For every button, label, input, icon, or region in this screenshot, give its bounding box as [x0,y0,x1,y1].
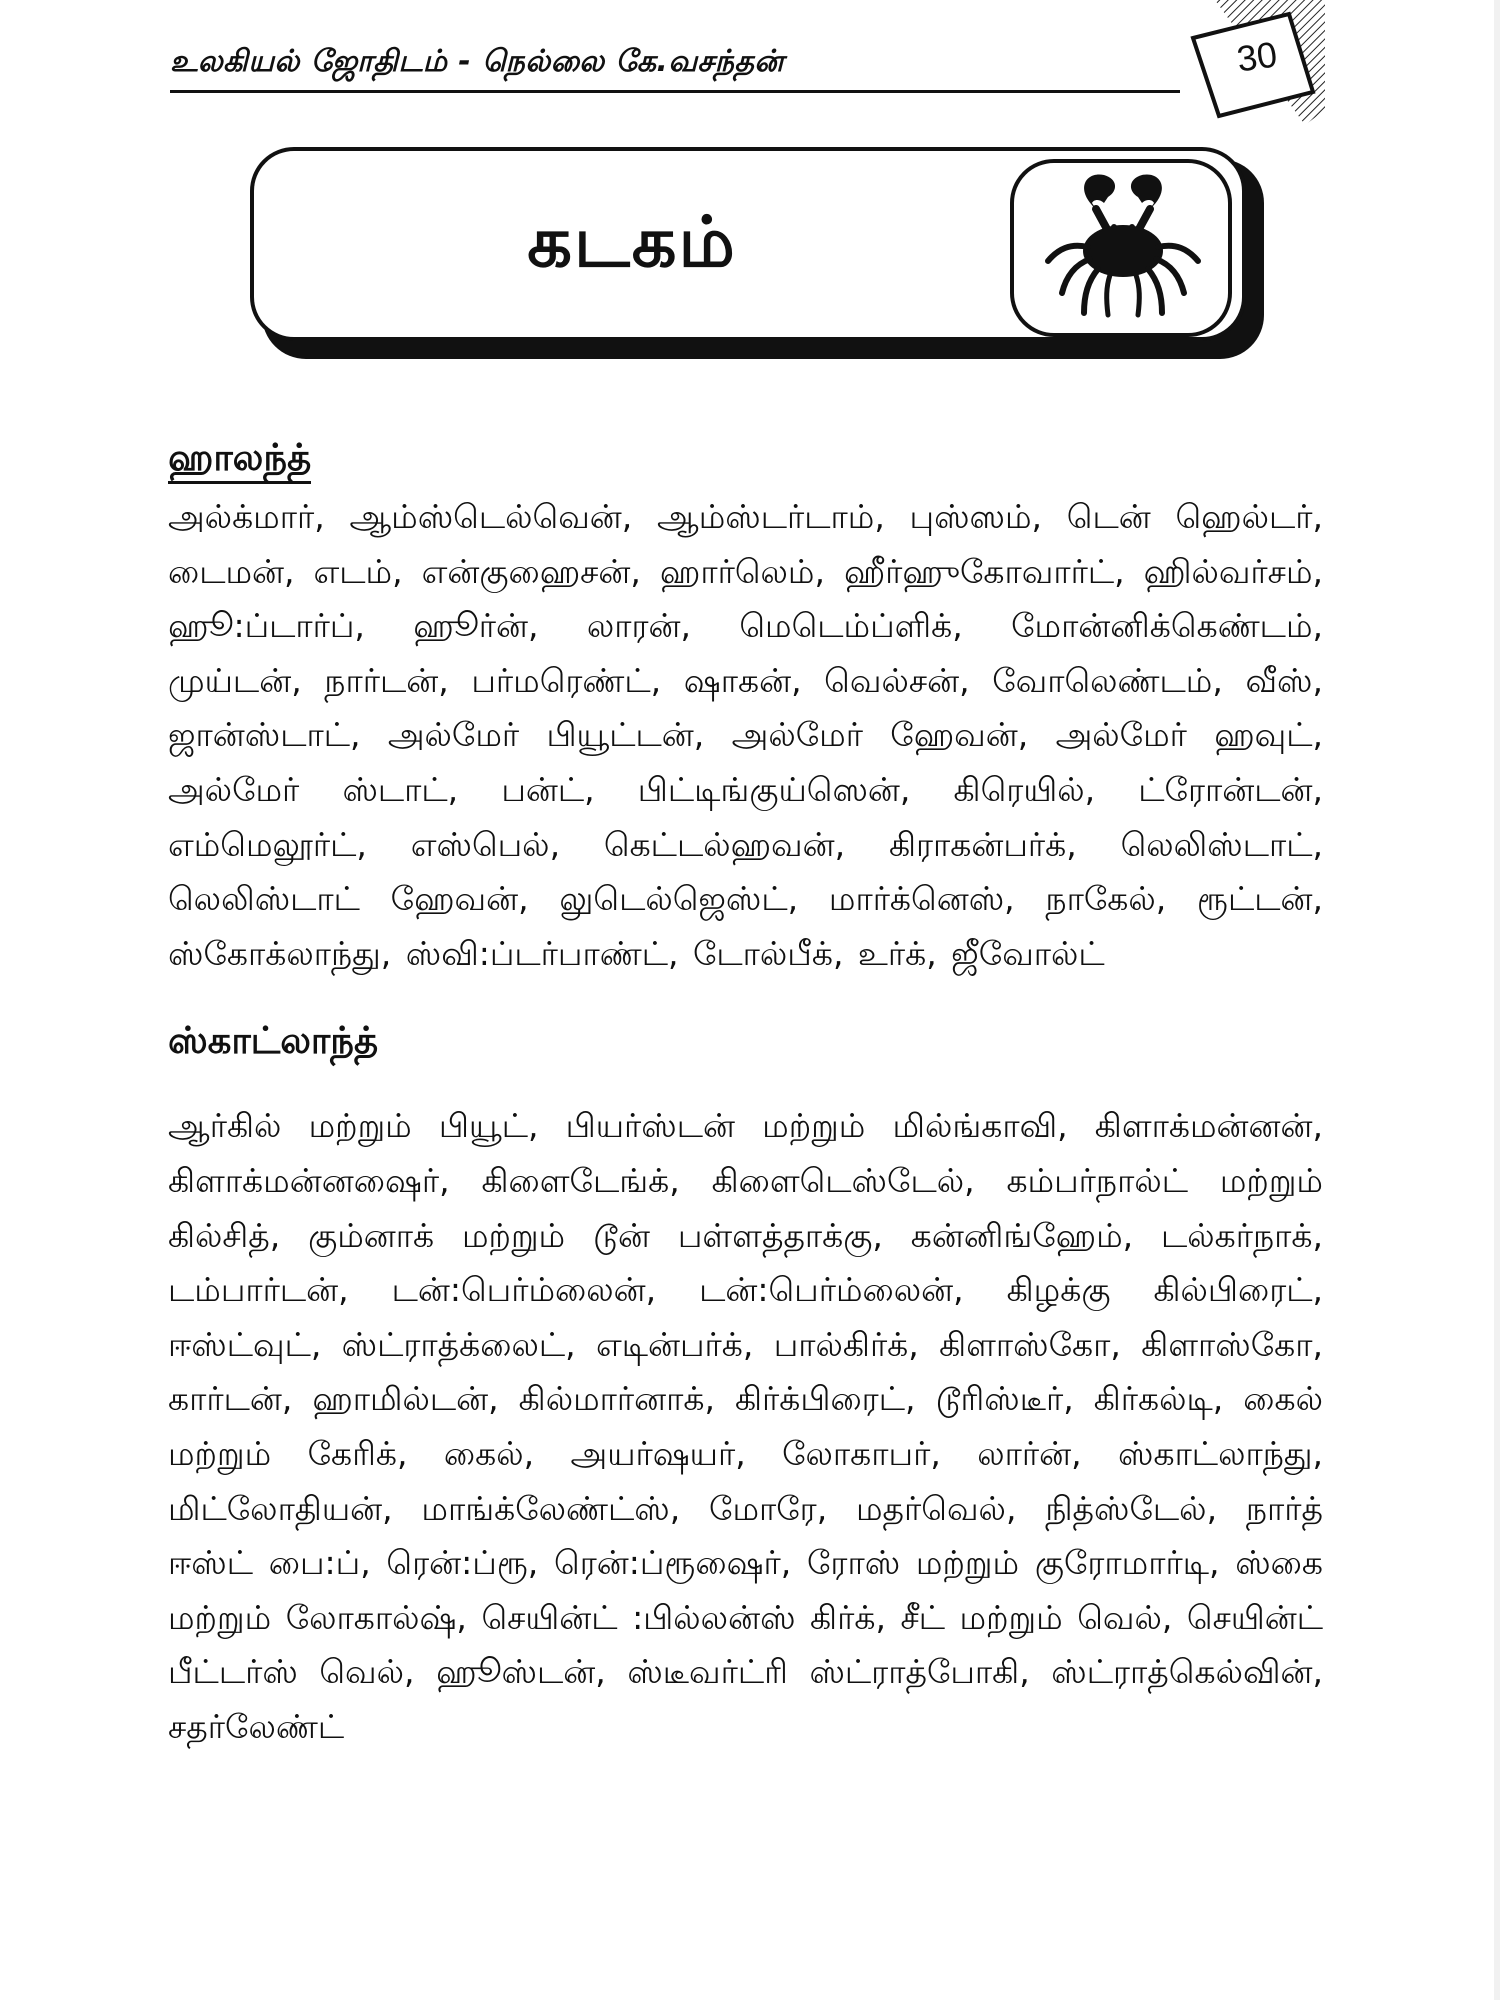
crab-icon [1034,169,1212,329]
page-edge [1494,0,1500,2000]
running-title: உலகியல் ஜோதிடம் - நெல்லை கே.வசந்தன் [170,44,785,79]
banner-box [250,147,1246,341]
section-body-holland: அல்க்மார், ஆம்ஸ்டெல்வென், ஆம்ஸ்டர்டாம், புஸ்ஸம், டென் ஹெல்டர், டைமன், எடம், என்குஹைசன், ஹார்லெம், ஹீர்ஹுகோவார்ட், ஹில்வர்சம், ஹூ:ப்டார்ப், ஹூர்ன், லாரன், மெடெம்ப்ளிக், மோன்னிக்கெண்டம், முய்டன், நார்டன், பர்மரெண்ட், ஷாகன், வெல்சன், வோலெண்டம், வீஸ், ஜான்ஸ்டாட், அல்மேர் பியூட்டன், அல்மேர் ஹேவன், அல்மேர் ஹவுட், அல்மேர் ஸ்டாட், பன்ட், பிட்டிங்குய்ஸென், கிரெயில், ட்ரோன்டன், எம்மெலூர்ட், எஸ்பெல், கெட்டல்ஹவன், கிராகன்பர்க், லெலிஸ்டாட், லெலிஸ்டாட் ஹேவன், லுடெல்ஜெஸ்ட், மார்க்னெஸ், நாகேல், ரூட்டன், ஸ்கோக்லாந்து, ஸ்வி:ப்டர்பாண்ட், டோல்பீக், உர்க், ஜீவோல்ட் [168,497,1323,973]
sign-banner [250,147,1270,365]
running-header [170,38,1180,98]
header-rule [170,90,1180,93]
page-number: 30 [1234,33,1280,80]
content [168,430,1323,1754]
section-heading-holland [168,430,1323,486]
sign-title: கடகம் [527,201,737,283]
section-body-scotland: ஆர்கில் மற்றும் பியூட், பியர்ஸ்டன் மற்றும் மில்ங்காவி, கிளாக்மன்னன், கிளாக்மன்னஷைர், கிளைடேங்க், கிளைடெஸ்டேல், கம்பர்நால்ட் மற்றும் கில்சித், கும்னாக் மற்றும் டூன் பள்ளத்தாக்கு, கன்னிங்ஹேம், டல்கர்நாக், டம்பார்டன், டன்:பெர்ம்லைன், டன்:பெர்ம்லைன், கிழக்கு கில்பிரைட், ஈஸ்ட்வுட், ஸ்ட்ராத்க்லைட், எடின்பர்க், பால்கிர்க், கிளாஸ்கோ, கிளாஸ்கோ, கார்டன், ஹாமில்டன், கில்மார்னாக், கிர்க்பிரைட், டூரிஸ்டீர், கிர்கல்டி, கைல் மற்றும் கேரிக், கைல், அயர்ஷயர், லோகாபர், லார்ன், ஸ்காட்லாந்து, மிட்லோதியன், மாங்க்லேண்ட்ஸ், மோரே, மதர்வெல், நித்ஸ்டேல், நார்த் ஈஸ்ட் பை:ப், ரென்:ப்ரூ, ரென்:ப்ரூஷைர், ரோஸ் மற்றும் குரோமார்டி, ஸ்கை மற்றும் லோகால்ஷ், செயின்ட் :பில்லன்ஸ் கிர்க், சீட் மற்றும் வெல், செயின்ட் பீட்டர்ஸ் வெல், ஹூஸ்டன், ஸ்டீவர்ட்ரி ஸ்ட்ராத்போகி, ஸ்ட்ராத்கெல்வின், சதர்லேண்ட் [168,1106,1323,1746]
page-number-box [1185,0,1325,125]
section-heading-scotland: ஸ்காட்லாந்த் [168,1019,379,1063]
section-heading-text: ஹாலந்த் [168,436,311,484]
